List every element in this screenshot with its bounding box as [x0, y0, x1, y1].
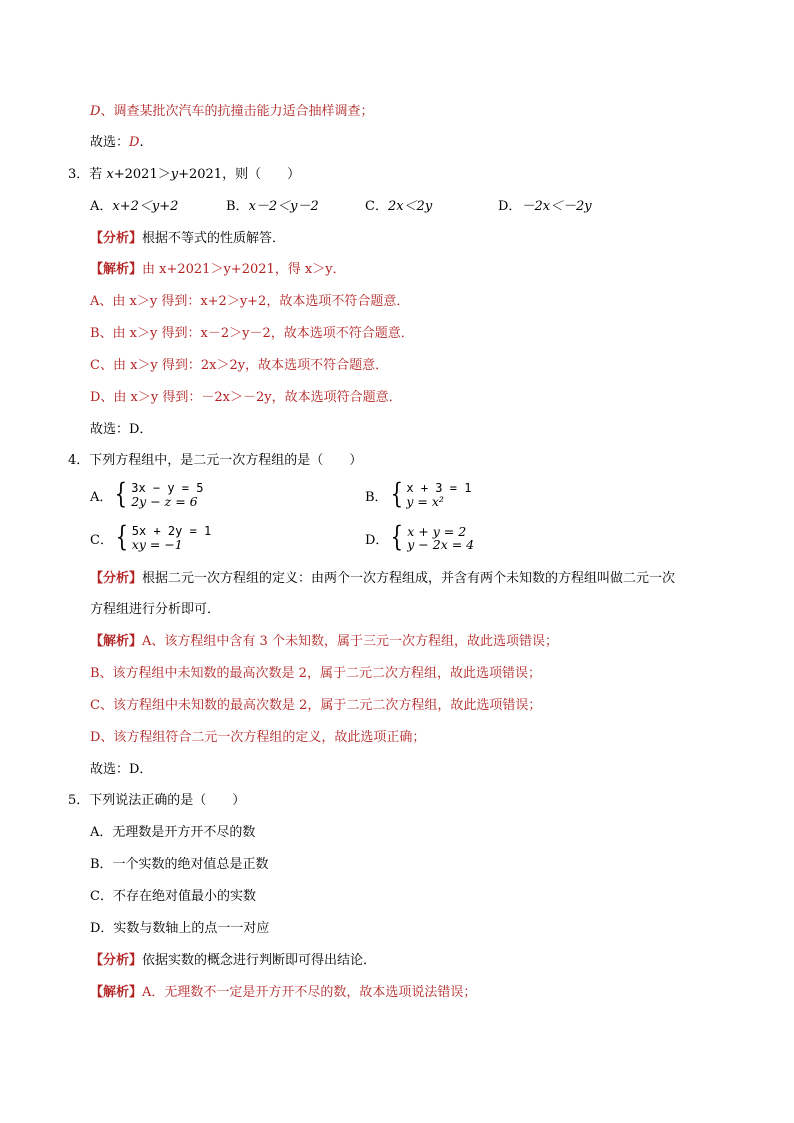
q4-d-eq1: x + y = 2	[407, 524, 467, 539]
prev-answer: 故选：D.	[90, 135, 144, 150]
q3-analysis: 【分析】根据不等式的性质解答．	[90, 231, 286, 246]
brace-icon: {	[391, 520, 404, 553]
q4-option-a	[90, 477, 204, 510]
q3-item-d: D、由 x＞y 得到：－2x＞－2y，故本选项符合题意．	[90, 390, 402, 405]
q4-a-eq1: 3x − y = 5	[131, 481, 204, 495]
q3-option-d: D．－2x＜－2y	[498, 199, 592, 214]
q4-option-d-label: D．	[365, 532, 389, 548]
q3-stem: 3．若 x+2021＞y+2021，则（ ）	[68, 167, 301, 182]
q4-answer: 故选：D．	[90, 762, 153, 777]
q3-solution: 【解析】由 x+2021＞y+2021，得 x＞y．	[90, 262, 346, 277]
q3-item-a: A、由 x＞y 得到：x+2＞y+2，故本选项不符合题意．	[90, 294, 410, 309]
q5-solution: 【解析】A．无理数不一定是开方开不尽的数，故本选项说法错误；	[90, 985, 477, 1000]
q5-option-a: A．无理数是开方开不尽的数	[90, 825, 256, 840]
q4-item-b: B、该方程组中未知数的最高次数是 2，属于二元二次方程组，故此选项错误；	[90, 666, 541, 681]
q5-analysis: 【分析】依据实数的概念进行判断即可得出结论．	[90, 953, 377, 968]
q4-option-c-label: C．	[90, 532, 113, 548]
q3-item-b: B、由 x＞y 得到：x－2＞y－2，故本选项不符合题意．	[90, 326, 414, 341]
q4-a-eq2: 2y − z = 6	[131, 494, 198, 509]
q4-option-b	[365, 477, 472, 510]
q3-item-c: C、由 x＞y 得到：2x＞2y，故本选项不符合题意．	[90, 358, 389, 373]
q5-option-c: C．不存在绝对值最小的实数	[90, 889, 256, 904]
q4-option-d	[365, 520, 475, 553]
q4-item-c: C、该方程组中未知数的最高次数是 2，属于二元二次方程组，故此选项错误；	[90, 698, 542, 713]
q5-option-b: B．一个实数的绝对值总是正数	[90, 857, 269, 872]
q4-item-d: D、该方程组符合二元一次方程组的定义，故此选项正确；	[90, 730, 426, 745]
brace-icon: {	[115, 477, 128, 510]
q4-analysis-cont: 方程组进行分析即可．	[90, 602, 221, 617]
q4-b-eq2: y = x²	[406, 494, 444, 509]
q4-c-eq1: 5x + 2y = 1	[131, 524, 212, 538]
q4-stem: 4．下列方程组中，是二元一次方程组的是（ ）	[68, 453, 363, 468]
q4-analysis: 【分析】根据二元一次方程组的定义：由两个一次方程组成，并含有两个未知数的方程组叫做二元一次	[90, 571, 676, 586]
q4-solution: 【解析】A、该方程组中含有 3 个未知数，属于三元一次方程组，故此选项错误；	[90, 634, 558, 649]
q3-answer: 故选：D．	[90, 422, 153, 437]
q3-option-a: A．x+2＜y+2	[90, 199, 179, 214]
q4-option-c	[90, 520, 212, 553]
brace-icon: {	[115, 520, 129, 553]
prev-option-d-explanation: D、调查某批次汽车的抗撞击能力适合抽样调查；	[90, 104, 374, 119]
q3-option-c: C．2x＜2y	[365, 199, 433, 214]
q4-d-eq2: y − 2x = 4	[407, 537, 475, 552]
q4-option-b-label: B．	[365, 489, 388, 505]
q5-option-d: D．实数与数轴上的点一一对应	[90, 921, 270, 936]
q4-b-eq1: x + 3 = 1	[406, 481, 472, 495]
brace-icon: {	[390, 477, 403, 510]
q3-option-b: B．x－2＜y－2	[226, 199, 319, 214]
q4-c-eq2: xy = −1	[131, 537, 183, 552]
q5-stem: 5．下列说法正确的是（ ）	[68, 793, 246, 808]
q4-option-a-label: A．	[90, 489, 113, 505]
